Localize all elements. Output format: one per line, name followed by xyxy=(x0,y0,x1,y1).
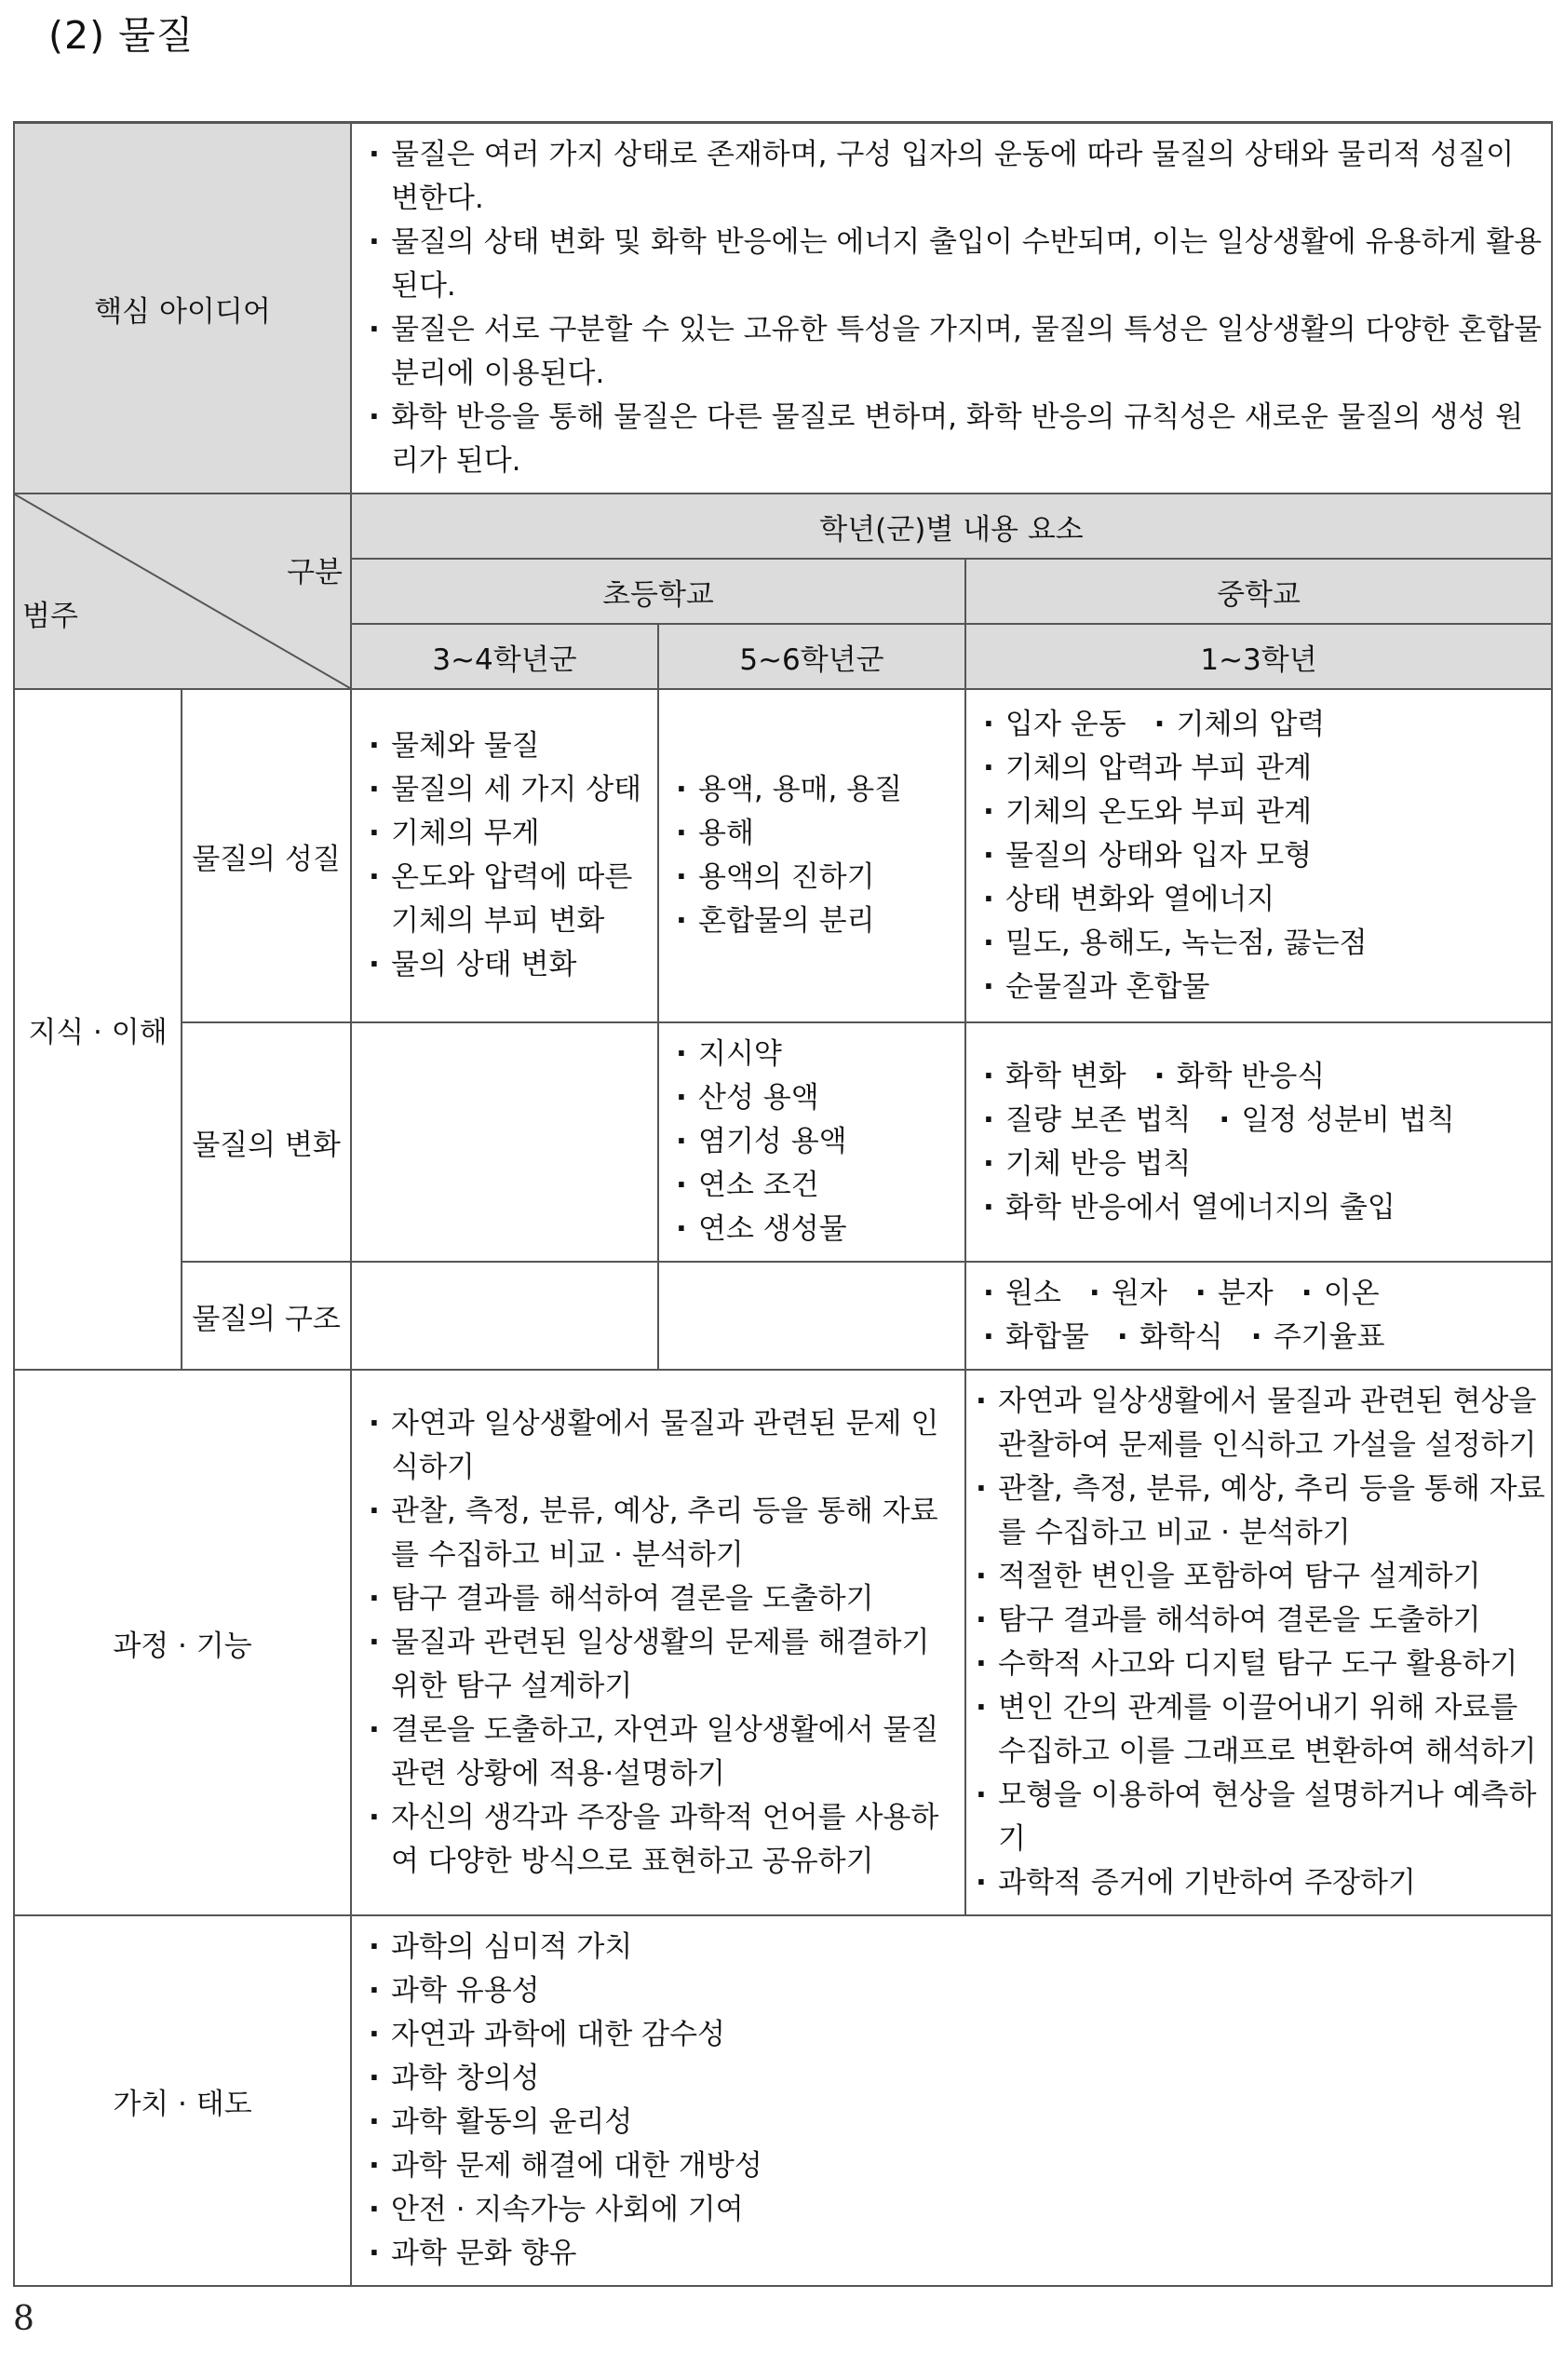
list-item: · 자연과 과학에 대한 감수성 xyxy=(367,2013,1545,2057)
change-label: 물질의 변화 xyxy=(182,1022,351,1262)
properties-middle-cell xyxy=(965,689,1552,1022)
inline-item-row xyxy=(981,703,1545,747)
page-number: 8 xyxy=(13,2300,34,2338)
process-middle-cell xyxy=(965,1370,1552,1915)
list-item: · 지시약 xyxy=(674,1033,959,1076)
list-item: · 과학 유용성 xyxy=(367,1969,1545,2013)
properties-g56-list xyxy=(659,768,964,943)
change-middle-list xyxy=(966,1055,1551,1230)
header-diagonal-cell xyxy=(14,494,351,689)
properties-label: 물질의 성질 xyxy=(182,689,351,1022)
list-item: · 기체의 압력 xyxy=(1153,703,1326,747)
core-idea-label: 핵심 아이디어 xyxy=(14,123,351,494)
knowledge-label: 지식 · 이해 xyxy=(14,689,182,1370)
elementary-header: 초등학교 xyxy=(351,559,965,624)
properties-g56-cell xyxy=(658,689,965,1022)
list-item: · 탐구 결과를 해석하여 결론을 도출하기 xyxy=(974,1599,1545,1643)
core-idea-row xyxy=(14,123,1552,494)
properties-row xyxy=(14,689,1552,1022)
list-item: · 물의 상태 변화 xyxy=(367,943,652,987)
structure-g56-cell xyxy=(658,1262,965,1370)
content-elements-header: 학년(군)별 내용 요소 xyxy=(351,494,1552,559)
grade-3-4-header: 3~4학년군 xyxy=(351,624,658,689)
list-item: · 산성 용액 xyxy=(674,1076,959,1120)
list-item: · 용액의 진하기 xyxy=(674,856,959,899)
list-item: · 탐구 결과를 해석하여 결론을 도출하기 xyxy=(367,1577,959,1621)
category-label: 범주 xyxy=(22,600,78,633)
list-item: · 이온 xyxy=(1300,1272,1380,1316)
list-item: · 변인 간의 관계를 이끌어내기 위해 자료를 수집하고 이를 그래프로 변환하여 해석하기 xyxy=(974,1686,1545,1774)
values-cell xyxy=(351,1915,1552,2286)
list-item: · 밀도, 용해도, 녹는점, 끓는점 xyxy=(981,922,1545,966)
list-item: · 순물질과 혼합물 xyxy=(981,966,1545,1009)
list-item: · 용해 xyxy=(674,812,959,856)
list-item: · 연소 조건 xyxy=(674,1164,959,1208)
process-elementary-list xyxy=(352,1402,964,1884)
inline-item-row xyxy=(981,1272,1545,1316)
list-item: · 용액, 용매, 용질 xyxy=(674,768,959,812)
list-item: · 과학 문제 해결에 대한 개방성 xyxy=(367,2144,1545,2188)
list-item: · 과학 활동의 윤리성 xyxy=(367,2101,1545,2144)
change-row xyxy=(14,1022,1552,1262)
structure-middle-cell xyxy=(965,1262,1552,1370)
inline-item-row xyxy=(981,1099,1545,1143)
list-item: · 기체의 무게 xyxy=(367,812,652,856)
list-item: · 물질은 여러 가지 상태로 존재하며, 구성 입자의 운동에 따라 물질의 상태와 물리적 성질이 변한다. xyxy=(367,133,1545,221)
list-item: · 물질은 서로 구분할 수 있는 고유한 특성을 가지며, 물질의 특성은 일상생활의 다양한 혼합물 분리에 이용된다. xyxy=(367,308,1545,396)
process-elementary-cell xyxy=(351,1370,965,1915)
core-idea-cell xyxy=(351,123,1552,494)
change-g56-list xyxy=(659,1033,964,1251)
list-item: · 분자 xyxy=(1193,1272,1274,1316)
values-row xyxy=(14,1915,1552,2286)
properties-g34-cell xyxy=(351,689,658,1022)
list-item: · 결론을 도출하고, 자연과 일상생활에서 물질 관련 상황에 적용·설명하기 xyxy=(367,1709,959,1796)
structure-label: 물질의 구조 xyxy=(182,1262,351,1370)
properties-g34-list xyxy=(352,724,657,987)
list-item: · 관찰, 측정, 분류, 예상, 추리 등을 통해 자료를 수집하고 비교 · 분석하기 xyxy=(367,1490,959,1577)
list-item: · 과학의 심미적 가치 xyxy=(367,1926,1545,1969)
list-item: · 과학적 증거에 기반하여 주장하기 xyxy=(974,1861,1545,1905)
process-row xyxy=(14,1370,1552,1915)
grade-1-3-header: 1~3학년 xyxy=(965,624,1552,689)
list-item: · 자연과 일상생활에서 물질과 관련된 문제 인식하기 xyxy=(367,1402,959,1490)
list-item: · 화학 반응식 xyxy=(1153,1055,1326,1099)
structure-g34-cell xyxy=(351,1262,658,1370)
list-item: · 과학 문화 향유 xyxy=(367,2232,1545,2276)
list-item: · 기체의 온도와 부피 관계 xyxy=(981,791,1545,834)
list-item: · 질량 보존 법칙 xyxy=(981,1099,1191,1143)
list-item: · 기체 반응 법칙 xyxy=(981,1143,1545,1186)
values-list xyxy=(352,1926,1551,2276)
list-item: · 화학식 xyxy=(1115,1316,1223,1359)
list-item: · 염기성 용액 xyxy=(674,1120,959,1164)
list-item: · 화학 반응을 통해 물질은 다른 물질로 변하며, 화학 반응의 규칙성은 새로운 물질의 생성 원리가 된다. xyxy=(367,396,1545,483)
diagonal-line-icon xyxy=(15,494,350,688)
list-item: · 상태 변화와 열에너지 xyxy=(981,878,1545,922)
list-item: · 물체와 물질 xyxy=(367,724,652,768)
list-item: · 온도와 압력에 따른 기체의 부피 변화 xyxy=(367,856,652,943)
list-item: · 자신의 생각과 주장을 과학적 언어를 사용하여 다양한 방식으로 표현하고 공유하기 xyxy=(367,1796,959,1884)
list-item: · 화합물 xyxy=(981,1316,1089,1359)
process-label: 과정 · 기능 xyxy=(14,1370,351,1915)
list-item: · 화학 반응에서 열에너지의 출입 xyxy=(981,1186,1545,1230)
list-item: · 모형을 이용하여 현상을 설명하거나 예측하기 xyxy=(974,1774,1545,1861)
grade-5-6-header: 5~6학년군 xyxy=(658,624,965,689)
list-item: · 자연과 일상생활에서 물질과 관련된 현상을 관찰하여 문제를 인식하고 가설을 설정하기 xyxy=(974,1380,1545,1467)
list-item: · 물질의 상태와 입자 모형 xyxy=(981,834,1545,878)
change-middle-cell xyxy=(965,1022,1552,1262)
list-item: · 원소 xyxy=(981,1272,1061,1316)
process-middle-list xyxy=(966,1380,1551,1905)
structure-row xyxy=(14,1262,1552,1370)
list-item: · 연소 생성물 xyxy=(674,1208,959,1251)
list-item: · 수학적 사고와 디지털 탐구 도구 활용하기 xyxy=(974,1643,1545,1686)
change-g56-cell xyxy=(658,1022,965,1262)
list-item: · 물질의 상태 변화 및 화학 반응에는 에너지 출입이 수반되며, 이는 일상생활에 유용하게 활용된다. xyxy=(367,221,1545,308)
list-item: · 화학 변화 xyxy=(981,1055,1126,1099)
inline-item-row xyxy=(981,1055,1545,1099)
list-item: · 물질과 관련된 일상생활의 문제를 해결하기 위한 탐구 설계하기 xyxy=(367,1621,959,1709)
list-item: · 적절한 변인을 포함하여 탐구 설계하기 xyxy=(974,1555,1545,1599)
list-item: · 기체의 압력과 부피 관계 xyxy=(981,747,1545,791)
curriculum-table xyxy=(13,121,1553,2287)
list-item: · 입자 운동 xyxy=(981,703,1126,747)
list-item: · 과학 창의성 xyxy=(367,2057,1545,2101)
list-item: · 원자 xyxy=(1087,1272,1167,1316)
list-item: · 일정 성분비 법칙 xyxy=(1217,1099,1454,1143)
change-g34-cell xyxy=(351,1022,658,1262)
inline-item-row xyxy=(981,1316,1545,1359)
values-label: 가치 · 태도 xyxy=(14,1915,351,2286)
list-item: · 안전 · 지속가능 사회에 기여 xyxy=(367,2188,1545,2232)
structure-middle-list xyxy=(966,1272,1551,1359)
core-idea-list xyxy=(352,133,1551,483)
section-title: (2) 물질 xyxy=(48,13,195,58)
header-row-1 xyxy=(14,494,1552,559)
middle-header: 중학교 xyxy=(965,559,1552,624)
list-item: · 물질의 세 가지 상태 xyxy=(367,768,652,812)
properties-middle-list xyxy=(966,703,1551,1009)
list-item: · 관찰, 측정, 분류, 예상, 추리 등을 통해 자료를 수집하고 비교 · 분석하기 xyxy=(974,1467,1545,1555)
list-item: · 혼합물의 분리 xyxy=(674,899,959,943)
list-item: · 주기율표 xyxy=(1249,1316,1385,1359)
division-label: 구분 xyxy=(287,556,343,589)
